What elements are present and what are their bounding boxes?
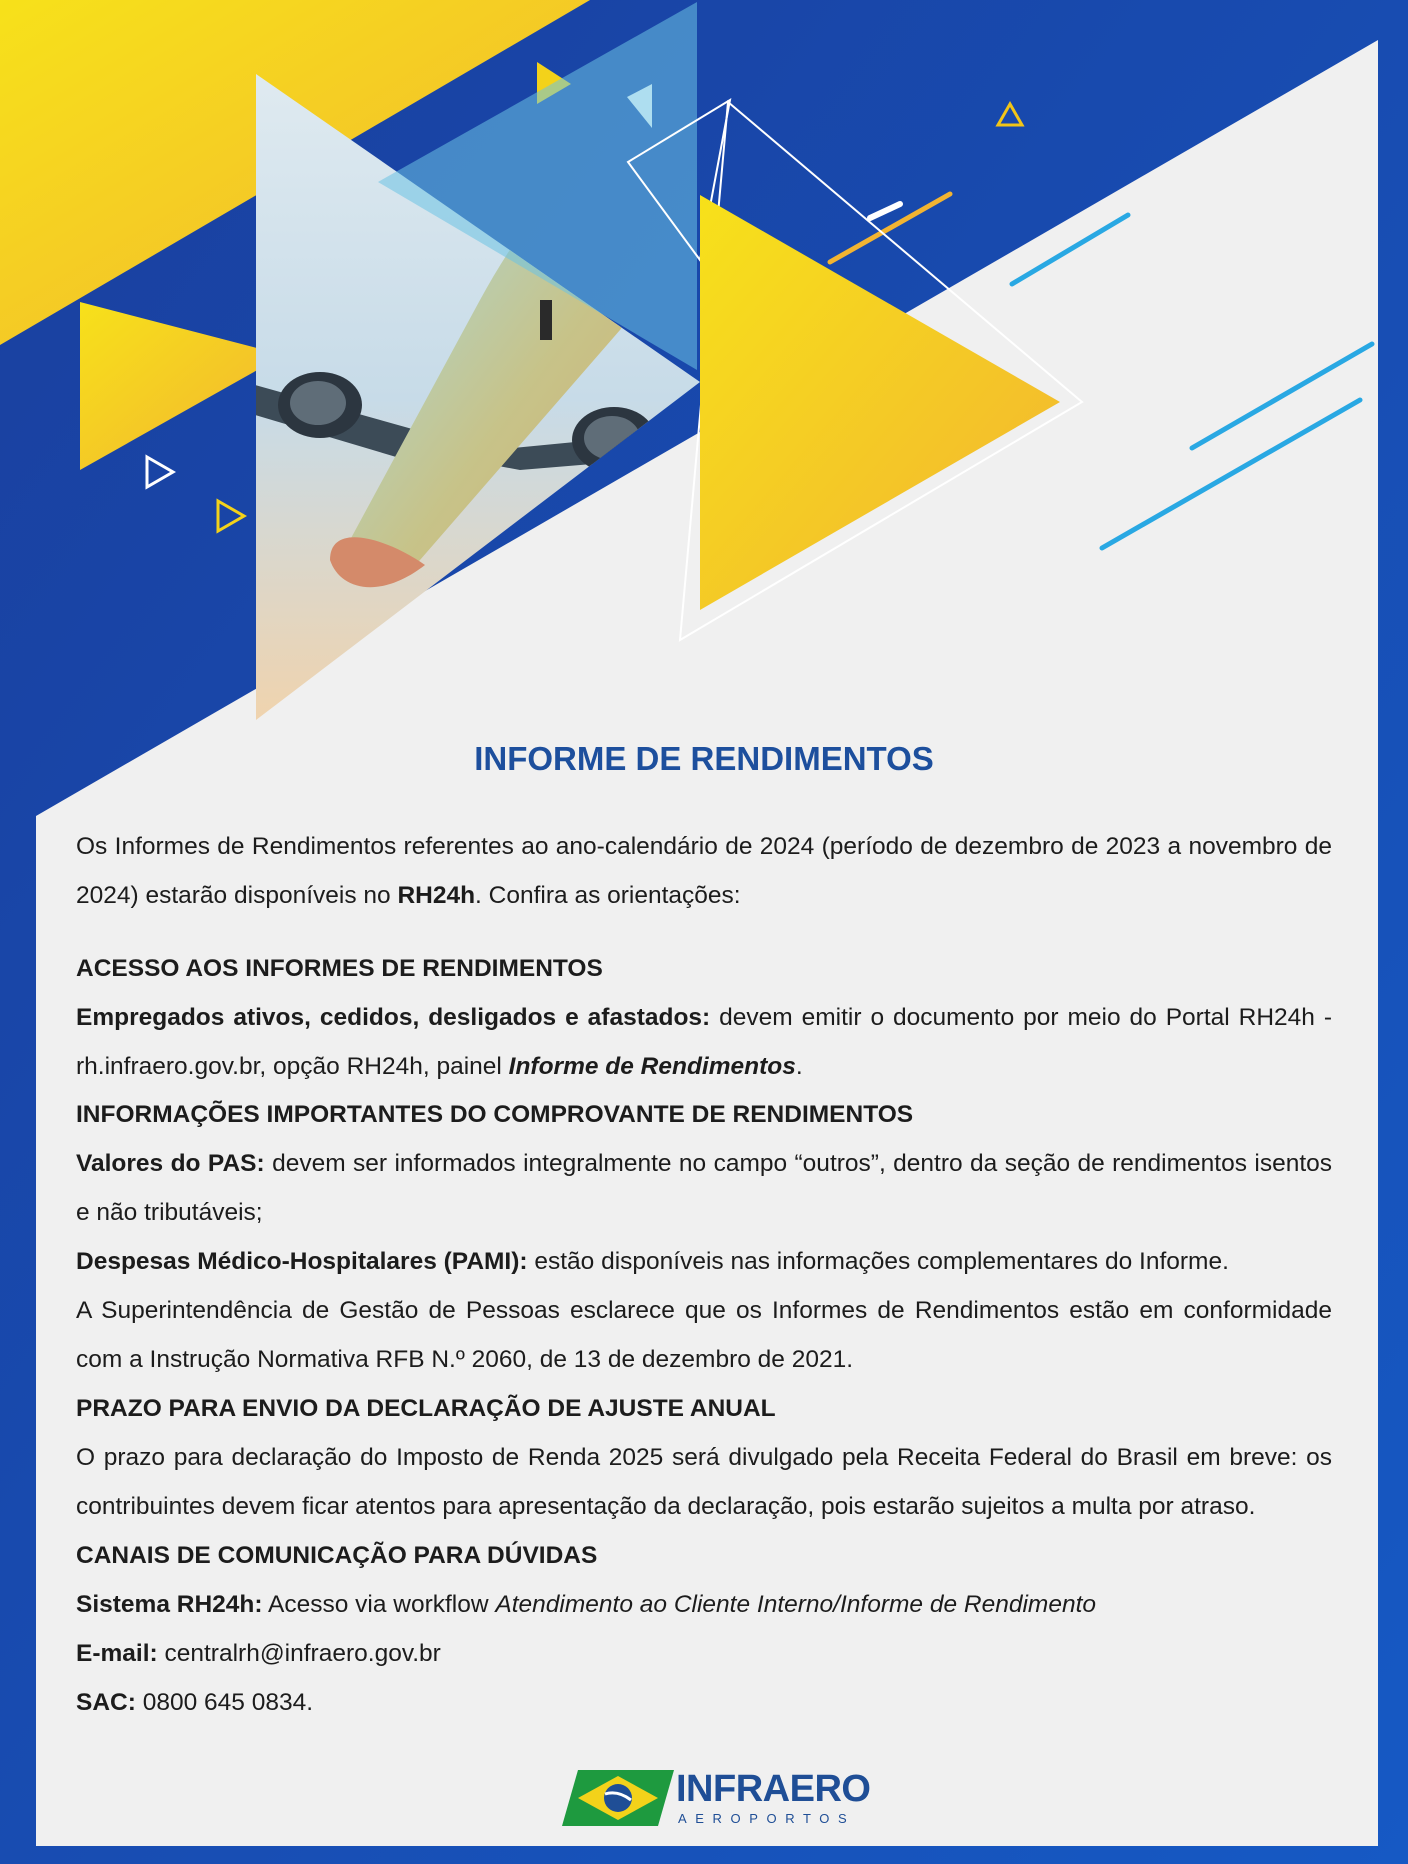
norma-paragraph: A Superintendência de Gestão de Pessoas esclarece que os Informes de Rendimentos estão em conformidade com a Instrução Normativa RFB N.º 2060, de 13 de dezembro de 2021. [76,1297,1332,1373]
brazil-flag-icon [562,1770,674,1826]
infraero-logo [562,1768,871,1828]
pas-paragraph: Valores do PAS: devem ser informados integralmente no campo “outros”, dentro da seção de rendimentos isentos e não tributáveis; [76,1150,1333,1226]
logo-name: INFRAERO [676,1768,871,1810]
logo-subtitle: AEROPORTOS [678,1811,856,1826]
page-title: INFORME DE RENDIMENTOS [474,740,934,777]
section-heading-canais: CANAIS DE COMUNICAÇÃO PARA DÚVIDAS [76,1542,598,1569]
section-heading-informacoes: INFORMAÇÕES IMPORTANTES DO COMPROVANTE DE RENDIMENTOS [76,1101,914,1128]
acesso-paragraph: Empregados ativos, cedidos, desligados e afastados: devem emitir o documento por meio do Portal RH24h - rh.infraero.gov.br, opção RH24h, painel Informe de Rendimentos. [76,1004,1333,1080]
section-heading-prazo: PRAZO PARA ENVIO DA DECLARAÇÃO DE AJUSTE ANUAL [76,1395,776,1422]
section-heading-acesso: ACESSO AOS INFORMES DE RENDIMENTOS [76,955,603,982]
sistema-line: Sistema RH24h: Acesso via workflow Atendimento ao Cliente Interno/Informe de Rendimento [76,1591,1096,1618]
intro-paragraph: Os Informes de Rendimentos referentes ao ano-calendário de 2024 (período de dezembro de 2023 a novembro de 2024) estarão disponíveis no RH24h. Confira as orientações: [76,833,1332,909]
prazo-paragraph: O prazo para declaração do Imposto de Renda 2025 será divulgado pela Receita Federal do Brasil em breve: os contribuintes devem ficar atentos para apresentação da declaração, pois estarão sujeitos a multa por atraso. [76,1444,1332,1520]
sac-line: SAC: 0800 645 0834. [76,1689,314,1716]
pami-paragraph: Despesas Médico-Hospitalares (PAMI): estão disponíveis nas informações complementares do Informe. [76,1248,1229,1275]
email-line: E-mail: centralrh@infraero.gov.br [76,1640,441,1667]
